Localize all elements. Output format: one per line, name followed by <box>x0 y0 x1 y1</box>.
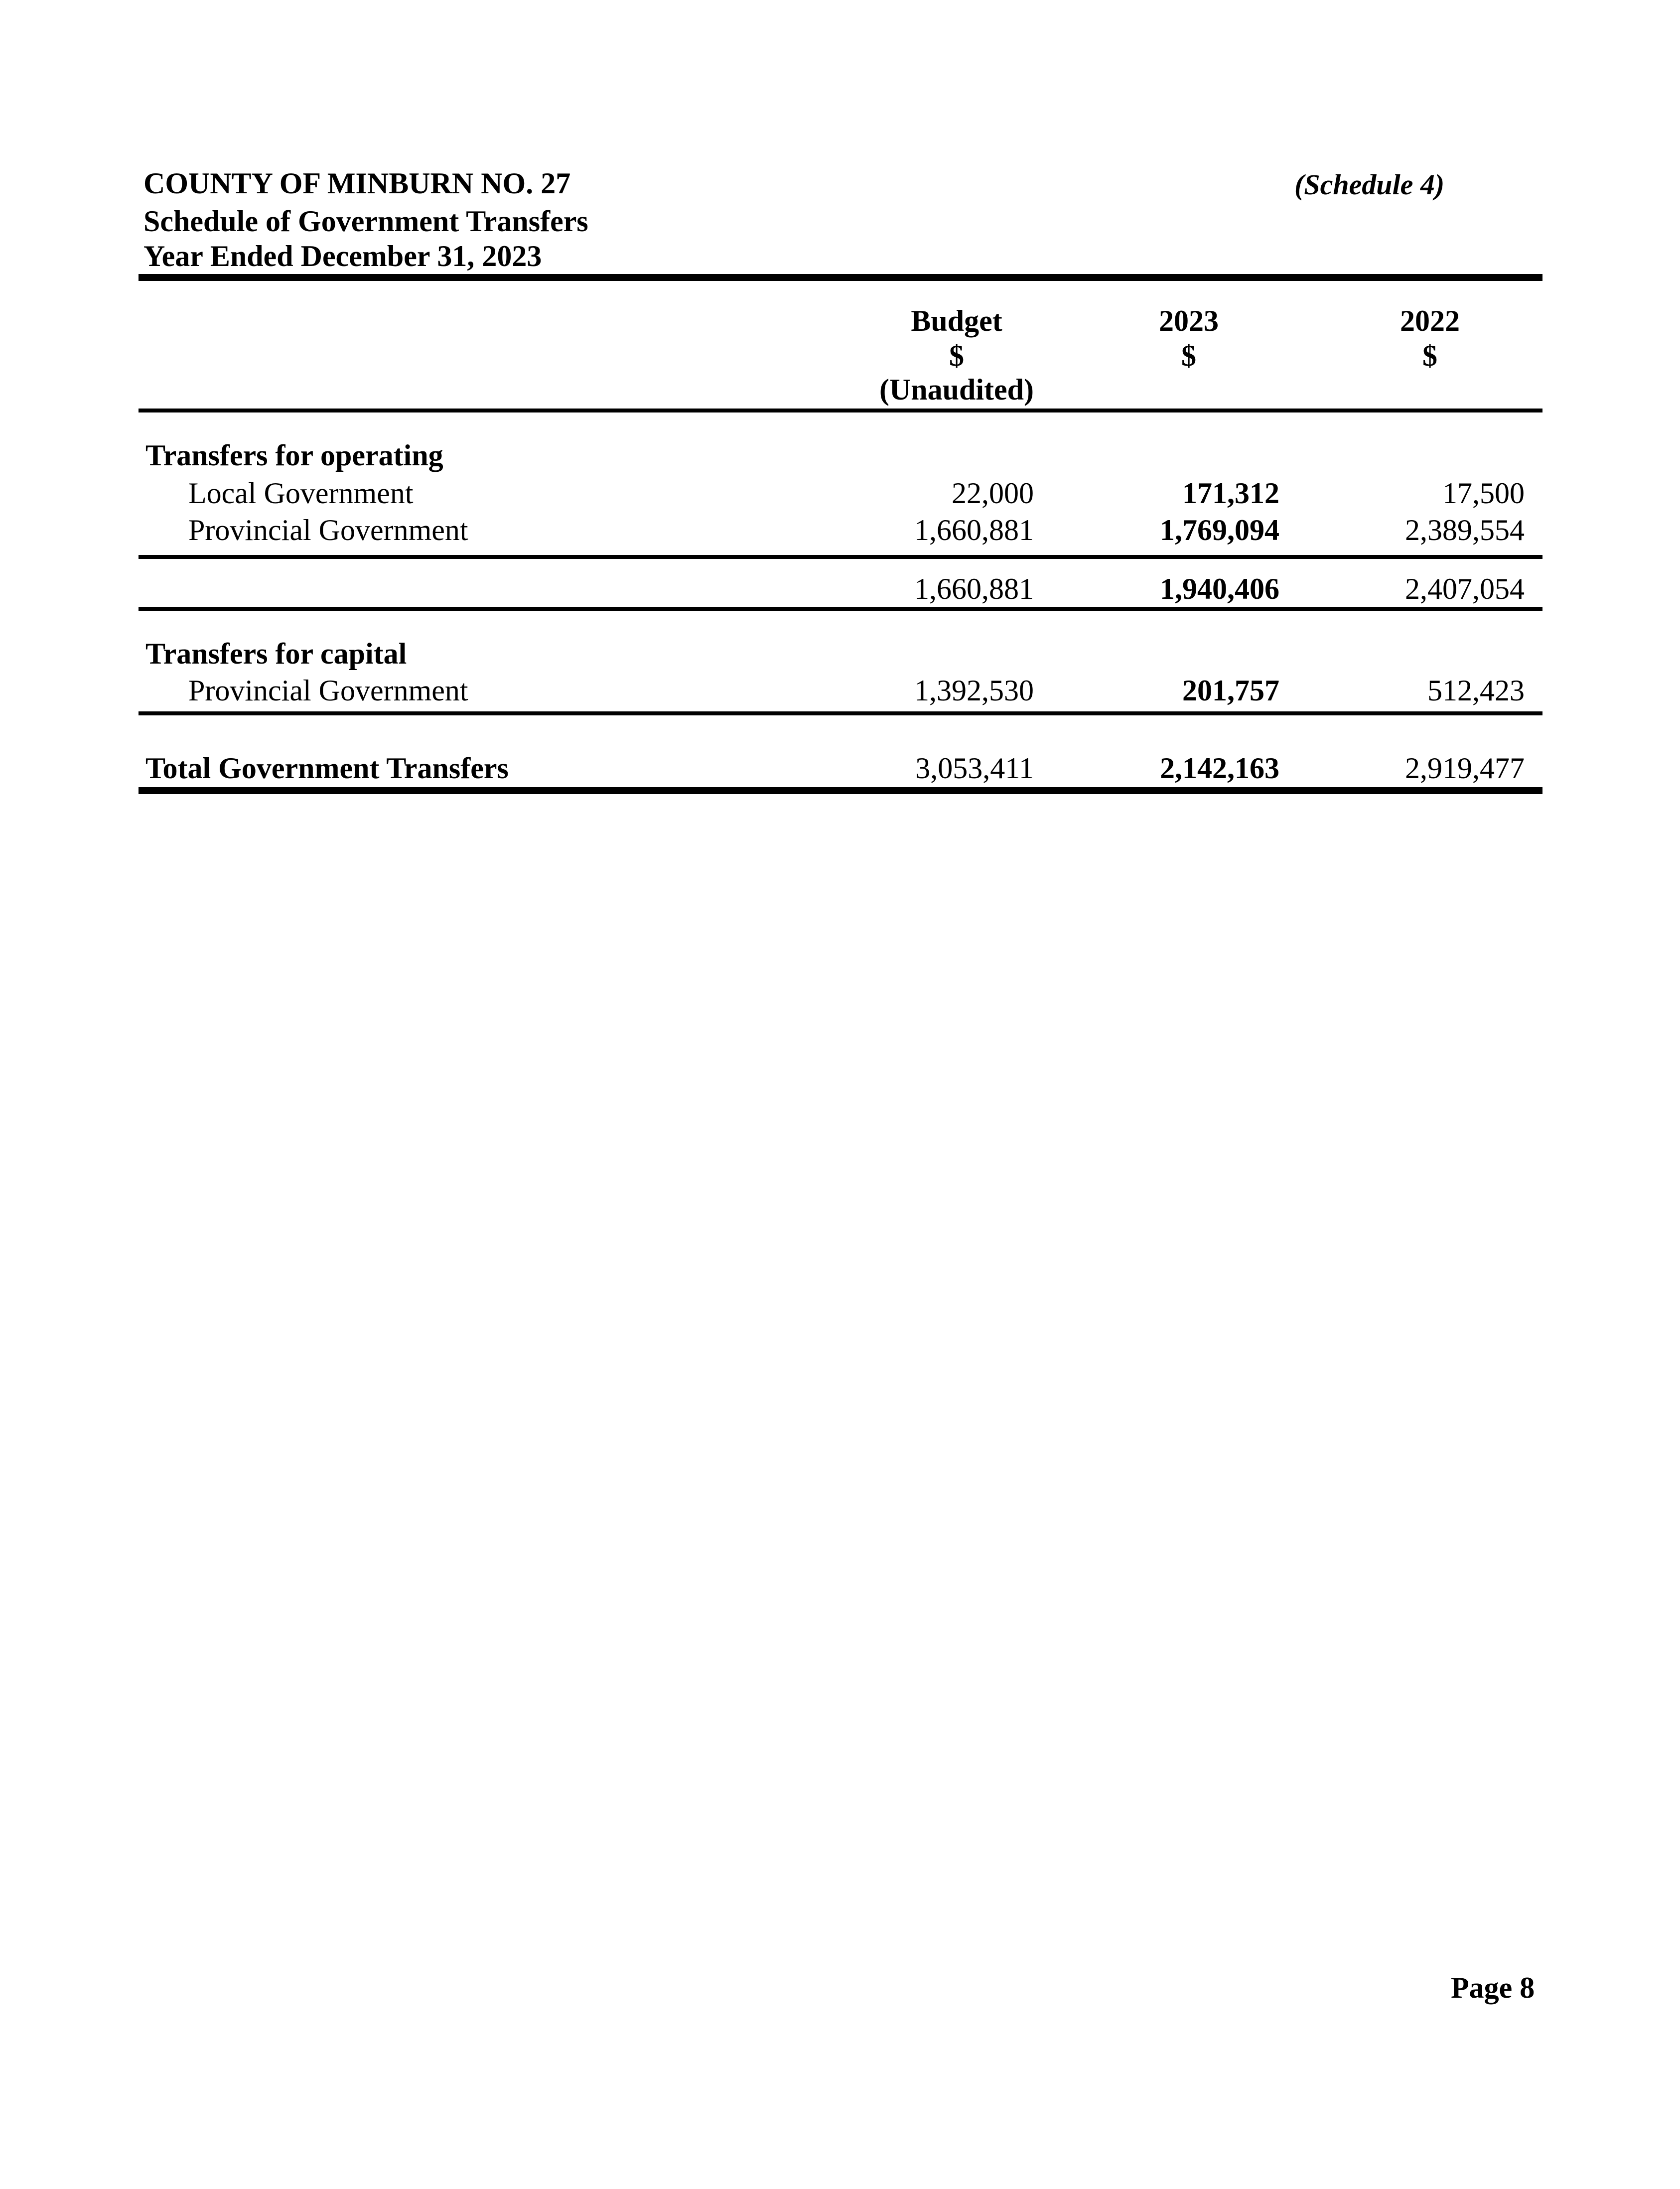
operating-subtotal-bottom-rule <box>139 607 1542 611</box>
operating-row-2023: 1,769,094 <box>1160 514 1279 547</box>
capital-row-2022: 512,423 <box>1427 674 1525 707</box>
capital-row-2023: 201,757 <box>1182 674 1279 707</box>
total-2023: 2,142,163 <box>1160 752 1279 785</box>
col-2022-unit: $ <box>1422 339 1437 372</box>
col-2023-unit: $ <box>1181 339 1196 372</box>
entity-name: COUNTY OF MINBURN NO. 27 <box>143 167 571 200</box>
capital-row-label: Provincial Government <box>188 674 468 707</box>
operating-subtotal-top-rule <box>139 555 1542 559</box>
total-label: Total Government Transfers <box>145 752 509 785</box>
operating-heading: Transfers for operating <box>145 439 443 472</box>
operating-row-label: Provincial Government <box>188 514 468 547</box>
total-2022: 2,919,477 <box>1405 752 1525 785</box>
total-budget: 3,053,411 <box>915 752 1034 785</box>
operating-subtotal-budget: 1,660,881 <box>914 572 1034 605</box>
period-heading: Year Ended December 31, 2023 <box>143 240 542 273</box>
capital-heading: Transfers for capital <box>145 637 407 670</box>
operating-row-budget: 1,660,881 <box>914 514 1034 547</box>
header-bottom-rule <box>139 409 1542 412</box>
schedule-reference: (Schedule 4) <box>1294 168 1445 201</box>
schedule-title: Schedule of Government Transfers <box>143 205 588 238</box>
operating-row-budget: 22,000 <box>952 477 1034 510</box>
total-double-rule <box>139 787 1542 794</box>
capital-row-budget: 1,392,530 <box>914 674 1034 707</box>
col-budget-unit: $ <box>949 339 964 372</box>
operating-row-2023: 171,312 <box>1182 477 1279 510</box>
col-budget-label: Budget <box>911 304 1002 337</box>
col-budget-note: (Unaudited) <box>879 373 1034 406</box>
operating-row-label: Local Government <box>188 477 414 510</box>
operating-row-2022: 17,500 <box>1442 477 1525 510</box>
operating-subtotal-2022: 2,407,054 <box>1405 572 1525 605</box>
col-2022-label: 2022 <box>1400 304 1460 337</box>
page-number: Page 8 <box>1451 1971 1535 2004</box>
operating-subtotal-2023: 1,940,406 <box>1160 572 1279 605</box>
operating-row-2022: 2,389,554 <box>1405 514 1525 547</box>
header-top-rule <box>139 274 1542 281</box>
capital-bottom-rule <box>139 711 1542 715</box>
col-2023-label: 2023 <box>1159 304 1219 337</box>
